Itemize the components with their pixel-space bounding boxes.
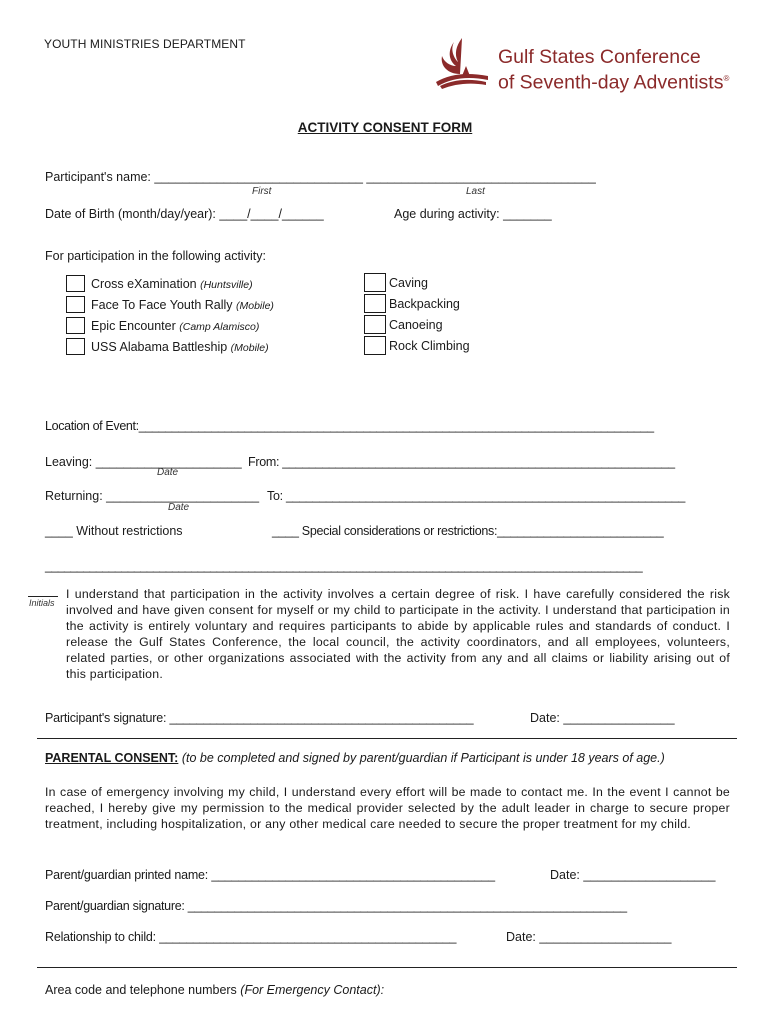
- activity-label-cross-examination: [91, 277, 253, 291]
- emergency-phone-label: [45, 983, 384, 997]
- activity-checkbox-uss-alabama[interactable]: [66, 338, 85, 355]
- first-name-caption: First: [252, 186, 272, 197]
- activity-checkbox-face-to-face[interactable]: [66, 296, 85, 313]
- activity-label-rock-climbing: Rock Climbing: [389, 339, 470, 353]
- activity-checkbox-epic-encounter[interactable]: [66, 317, 85, 334]
- adventist-logo-icon: [432, 36, 492, 90]
- leaving-date-field[interactable]: Leaving: _____________________: [45, 455, 242, 469]
- relationship-to-child-field[interactable]: Relationship to child: ____________________________________________: [45, 930, 457, 944]
- risk-acknowledgement-paragraph: I understand that participation in the activity involves a certain degree of risk. I have carefully considered the risk involved and have given consent for myself or my child to participate in the activity. I understand that participation in the activity is entirely voluntary and requires participants to abide by applicable rules and standards of conduct. I release the Gulf States Conference, the local council, the activity coordinators, and all employees, volunteers, related parties, or other organizations associated with the activity from any and all claims or liability arising out of this participation.: [66, 587, 730, 681]
- activity-name: Epic Encounter: [91, 319, 180, 333]
- guardian-printed-name-date-field[interactable]: Date: ___________________: [550, 868, 716, 882]
- activity-label-canoeing: Canoeing: [389, 318, 443, 332]
- returning-date-field[interactable]: Returning: ______________________: [45, 489, 260, 503]
- emergency-consent-paragraph: In case of emergency involving my child, I understand every effort will be made to contact me. In the event I cannot be reached, I hereby give my permission to the medical provider selected by the adult leader in charge to secure proper treatment, including hospitalization, or any other medical care needed to secure the proper treatment for my child.: [45, 785, 730, 831]
- without-restrictions-field[interactable]: ____ Without restrictions: [45, 524, 183, 538]
- from-field[interactable]: From: ___________________________________________________________: [248, 455, 675, 469]
- parental-consent-heading: [45, 751, 665, 765]
- date-of-birth-field[interactable]: Date of Birth (month/day/year): ____/____/______: [45, 207, 324, 221]
- activity-name: Cross eXamination: [91, 277, 201, 291]
- leaving-date-caption: Date: [157, 467, 179, 478]
- activity-checkbox-rock-climbing[interactable]: [364, 336, 386, 355]
- to-field[interactable]: To: ____________________________________________________________: [267, 489, 686, 503]
- activity-label-uss-alabama: [91, 340, 269, 354]
- age-field[interactable]: Age during activity: _______: [394, 207, 552, 221]
- activity-label-backpacking: Backpacking: [389, 297, 460, 311]
- last-name-caption: Last: [466, 186, 485, 197]
- department-label: YOUTH MINISTRIES DEPARTMENT: [44, 37, 246, 51]
- activity-checkbox-backpacking[interactable]: [364, 294, 386, 313]
- phone-label-note: (For Emergency Contact):: [240, 983, 385, 997]
- activity-location: (Mobile): [236, 300, 274, 312]
- location-of-event-field[interactable]: Location of Event:______________________________________________________________________________: [45, 419, 654, 433]
- logo-line-2-text: of Seventh-day Adventists: [498, 71, 724, 94]
- initials-line[interactable]: [28, 596, 58, 597]
- section-divider: [37, 738, 737, 739]
- special-considerations-field[interactable]: ____ Special considerations or restrictions:_________________________: [272, 524, 664, 538]
- logo-line-2: [498, 68, 729, 94]
- activity-location: (Camp Alamisco): [179, 321, 260, 333]
- guardian-printed-name-field[interactable]: Parent/guardian printed name: __________________________________________: [45, 868, 495, 882]
- activity-label-face-to-face: [91, 298, 274, 312]
- activity-checkbox-canoeing[interactable]: [364, 315, 386, 334]
- logo-line-1: Gulf States Conference: [498, 46, 701, 68]
- activity-checkbox-cross-examination[interactable]: [66, 275, 85, 292]
- restrictions-extra-line[interactable]: ______________________________________________________________________________________________: [45, 559, 643, 573]
- participant-name-field[interactable]: Participant's name: ______________________________ _________________________________: [45, 170, 596, 184]
- initials-caption: Initials: [29, 598, 55, 608]
- guardian-signature-field[interactable]: Parent/guardian signature: __________________________________________________________________: [45, 899, 627, 913]
- activity-name: Face To Face Youth Rally: [91, 298, 236, 312]
- activity-prompt: For participation in the following activity:: [45, 249, 266, 263]
- returning-date-caption: Date: [168, 502, 190, 513]
- activity-location: (Mobile): [230, 342, 269, 354]
- section-divider-bottom: [37, 967, 737, 968]
- parental-consent-title: PARENTAL CONSENT:: [45, 751, 179, 765]
- activity-checkbox-caving[interactable]: [364, 273, 386, 292]
- relationship-date-field[interactable]: Date: ___________________: [506, 930, 672, 944]
- activity-name: USS Alabama Battleship: [91, 340, 231, 354]
- participant-signature-field[interactable]: Participant's signature: _____________________________________________: [45, 711, 474, 725]
- parental-consent-note: (to be completed and signed by parent/guardian if Participant is under 18 years of age.): [178, 751, 665, 765]
- activity-label-caving: Caving: [389, 276, 428, 290]
- trademark-mark: ®: [723, 74, 730, 83]
- activity-location: (Huntsville): [200, 279, 253, 291]
- form-title: ACTIVITY CONSENT FORM: [297, 120, 473, 135]
- organization-logo-text: [498, 47, 729, 94]
- phone-label-text: Area code and telephone numbers: [45, 983, 241, 997]
- participant-signature-date-field[interactable]: Date: ________________: [530, 711, 675, 725]
- activity-label-epic-encounter: [91, 319, 259, 333]
